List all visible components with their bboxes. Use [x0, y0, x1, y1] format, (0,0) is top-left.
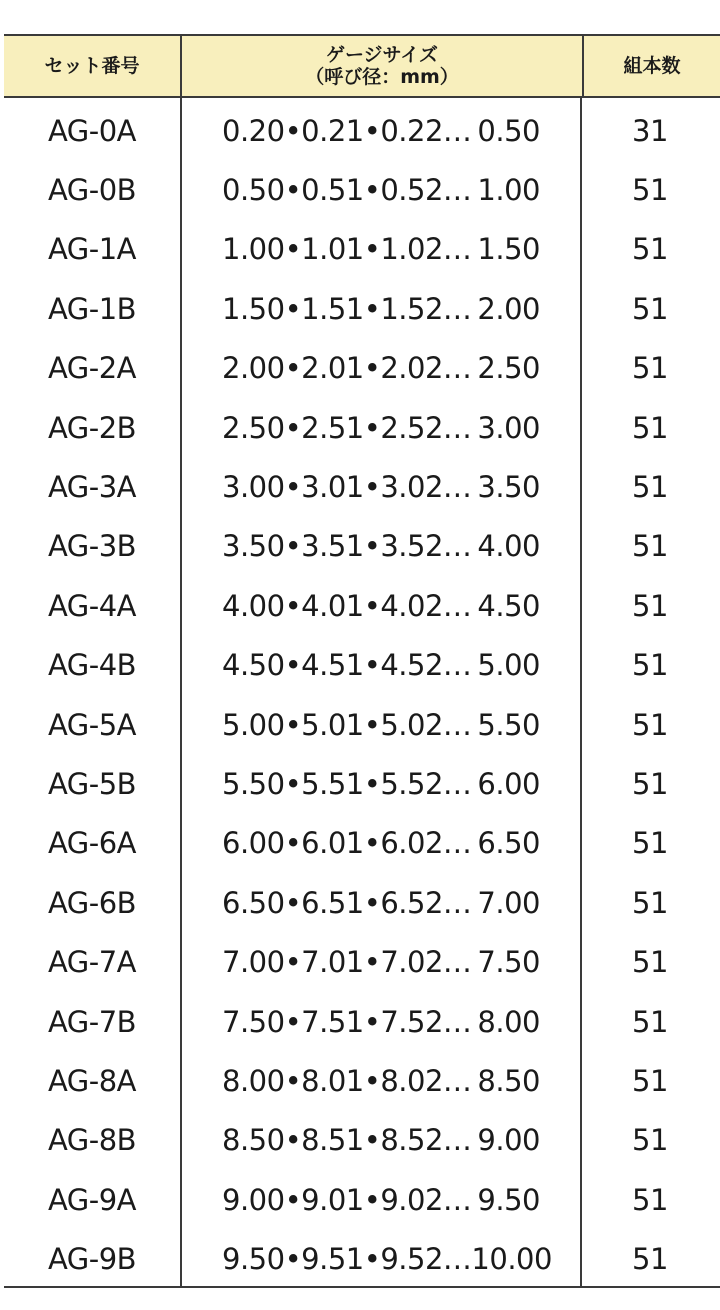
gauge-size-sequence: 9.00•9.01•9.02… — [222, 1182, 472, 1217]
gauge-size-sequence: 7.50•7.51•7.52… — [222, 1004, 472, 1039]
count-cell: 51 — [632, 826, 668, 861]
count-cell: 51 — [632, 588, 668, 623]
count-cell: 51 — [632, 1004, 668, 1039]
count-cell: 51 — [632, 1123, 668, 1158]
gauge-size-sequence: 2.50•2.51•2.52… — [222, 410, 472, 445]
set-number-cell: AG-1B — [4, 276, 182, 335]
gauge-size-sequence: 3.00•3.01•3.02… — [222, 470, 472, 505]
header-set-number-label: セット番号 — [44, 55, 140, 77]
gauge-size-end: 1.00 — [477, 173, 540, 208]
gauge-size-sequence: 0.50•0.51•0.52… — [222, 173, 472, 208]
header-gauge-size-label: ゲージサイズ — [325, 44, 439, 66]
table-row — [4, 276, 720, 335]
count-cell: 51 — [632, 351, 668, 386]
count-cell: 51 — [632, 232, 668, 267]
set-number-cell: AG-5A — [4, 692, 182, 751]
gauge-size-sequence: 3.50•3.51•3.52… — [222, 529, 472, 564]
gauge-size-sequence: 8.00•8.01•8.02… — [222, 1063, 472, 1098]
set-number-cell: AG-0B — [4, 157, 182, 216]
set-number-cell: AG-4A — [4, 573, 182, 632]
gauge-size-sequence: 1.00•1.01•1.02… — [222, 232, 472, 267]
set-number-cell: AG-2A — [4, 336, 182, 395]
table-row — [4, 1108, 720, 1167]
count-cell: 51 — [632, 173, 668, 208]
table-row — [4, 514, 720, 573]
count-cell: 51 — [632, 945, 668, 980]
set-number-cell: AG-7B — [4, 989, 182, 1048]
gauge-size-cell — [182, 1167, 582, 1226]
table-row — [4, 454, 720, 513]
gauge-size-end: 5.50 — [477, 707, 540, 742]
gauge-size-cell — [182, 157, 582, 216]
count-cell: 51 — [632, 291, 668, 326]
gauge-size-end: 8.00 — [477, 1004, 540, 1039]
set-number-cell: AG-4B — [4, 633, 182, 692]
gauge-size-sequence: 2.00•2.01•2.02… — [222, 351, 472, 386]
gauge-size-cell — [182, 336, 582, 395]
gauge-size-sequence: 5.00•5.01•5.02… — [222, 707, 472, 742]
gauge-size-sequence: 9.50•9.51•9.52… — [222, 1242, 472, 1277]
gauge-size-cell — [182, 98, 582, 157]
gauge-size-end: 1.50 — [477, 232, 540, 267]
gauge-size-cell — [182, 751, 582, 810]
gauge-size-cell — [182, 989, 582, 1048]
gauge-size-cell — [182, 276, 582, 335]
count-cell: 31 — [632, 113, 668, 148]
count-cell: 51 — [632, 1063, 668, 1098]
gauge-size-sequence: 4.50•4.51•4.52… — [222, 648, 472, 683]
table-row — [4, 573, 720, 632]
count-cell: 51 — [632, 648, 668, 683]
gauge-size-cell — [182, 692, 582, 751]
gauge-size-end: 0.50 — [477, 113, 540, 148]
set-number-cell: AG-1A — [4, 217, 182, 276]
gauge-size-sequence: 5.50•5.51•5.52… — [222, 766, 472, 801]
header-set-number — [4, 36, 182, 96]
set-number-cell: AG-2B — [4, 395, 182, 454]
set-number-cell: AG-3A — [4, 454, 182, 513]
gauge-size-cell — [182, 1226, 582, 1285]
count-cell: 51 — [632, 1182, 668, 1217]
gauge-size-end: 7.50 — [477, 945, 540, 980]
gauge-size-cell — [182, 454, 582, 513]
set-number-cell: AG-6A — [4, 811, 182, 870]
table-row — [4, 98, 720, 157]
gauge-size-end: 4.00 — [477, 529, 540, 564]
count-cell: 51 — [632, 885, 668, 920]
gauge-size-end: 9.00 — [477, 1123, 540, 1158]
gauge-size-end: 6.00 — [477, 766, 540, 801]
count-cell: 51 — [632, 410, 668, 445]
header-gauge-size-sublabel: （呼び径：mm） — [305, 66, 459, 88]
gauge-size-cell — [182, 1048, 582, 1107]
set-number-cell: AG-8A — [4, 1048, 182, 1107]
table-row — [4, 217, 720, 276]
table-body — [4, 98, 720, 1288]
gauge-size-end: 2.00 — [477, 291, 540, 326]
table-header — [4, 34, 720, 98]
gauge-size-sequence: 0.20•0.21•0.22… — [222, 113, 472, 148]
gauge-size-cell — [182, 217, 582, 276]
set-number-cell: AG-6B — [4, 870, 182, 929]
set-number-cell: AG-7A — [4, 929, 182, 988]
gauge-size-cell — [182, 929, 582, 988]
gauge-size-end: 10.00 — [471, 1242, 552, 1277]
gauge-size-end: 3.50 — [477, 470, 540, 505]
table-row — [4, 870, 720, 929]
gauge-size-cell — [182, 573, 582, 632]
set-number-cell: AG-5B — [4, 751, 182, 810]
gauge-size-sequence: 6.00•6.01•6.02… — [222, 826, 472, 861]
table-row — [4, 1226, 720, 1285]
gauge-set-table — [4, 34, 720, 1288]
gauge-size-cell — [182, 1108, 582, 1167]
gauge-size-cell — [182, 633, 582, 692]
count-cell: 51 — [632, 766, 668, 801]
set-number-cell: AG-9A — [4, 1167, 182, 1226]
table-row — [4, 336, 720, 395]
gauge-size-sequence: 1.50•1.51•1.52… — [222, 291, 472, 326]
gauge-size-cell — [182, 870, 582, 929]
gauge-size-cell — [182, 395, 582, 454]
gauge-size-sequence: 8.50•8.51•8.52… — [222, 1123, 472, 1158]
table-row — [4, 633, 720, 692]
gauge-size-end: 2.50 — [477, 351, 540, 386]
table-row — [4, 395, 720, 454]
gauge-size-cell — [182, 811, 582, 870]
count-cell: 51 — [632, 1242, 668, 1277]
gauge-size-sequence: 4.00•4.01•4.02… — [222, 588, 472, 623]
header-gauge-size — [182, 36, 584, 96]
table-row — [4, 989, 720, 1048]
gauge-size-sequence: 7.00•7.01•7.02… — [222, 945, 472, 980]
set-number-cell: AG-9B — [4, 1226, 182, 1285]
gauge-size-sequence: 6.50•6.51•6.52… — [222, 885, 472, 920]
gauge-size-end: 3.00 — [477, 410, 540, 445]
table-row — [4, 1048, 720, 1107]
set-number-cell: AG-0A — [4, 98, 182, 157]
gauge-size-end: 7.00 — [477, 885, 540, 920]
table-row — [4, 929, 720, 988]
count-cell: 51 — [632, 470, 668, 505]
set-number-cell: AG-3B — [4, 514, 182, 573]
gauge-size-end: 4.50 — [477, 588, 540, 623]
set-number-cell: AG-8B — [4, 1108, 182, 1167]
table-row — [4, 692, 720, 751]
gauge-size-end: 8.50 — [477, 1063, 540, 1098]
table-row — [4, 157, 720, 216]
table-row — [4, 811, 720, 870]
gauge-size-end: 6.50 — [477, 826, 540, 861]
header-count — [584, 36, 720, 96]
header-count-label: 組本数 — [623, 55, 681, 77]
table-row — [4, 1167, 720, 1226]
count-cell: 51 — [632, 529, 668, 564]
count-cell: 51 — [632, 707, 668, 742]
gauge-size-end: 5.00 — [477, 648, 540, 683]
table-row — [4, 751, 720, 810]
gauge-size-end: 9.50 — [477, 1182, 540, 1217]
gauge-size-cell — [182, 514, 582, 573]
